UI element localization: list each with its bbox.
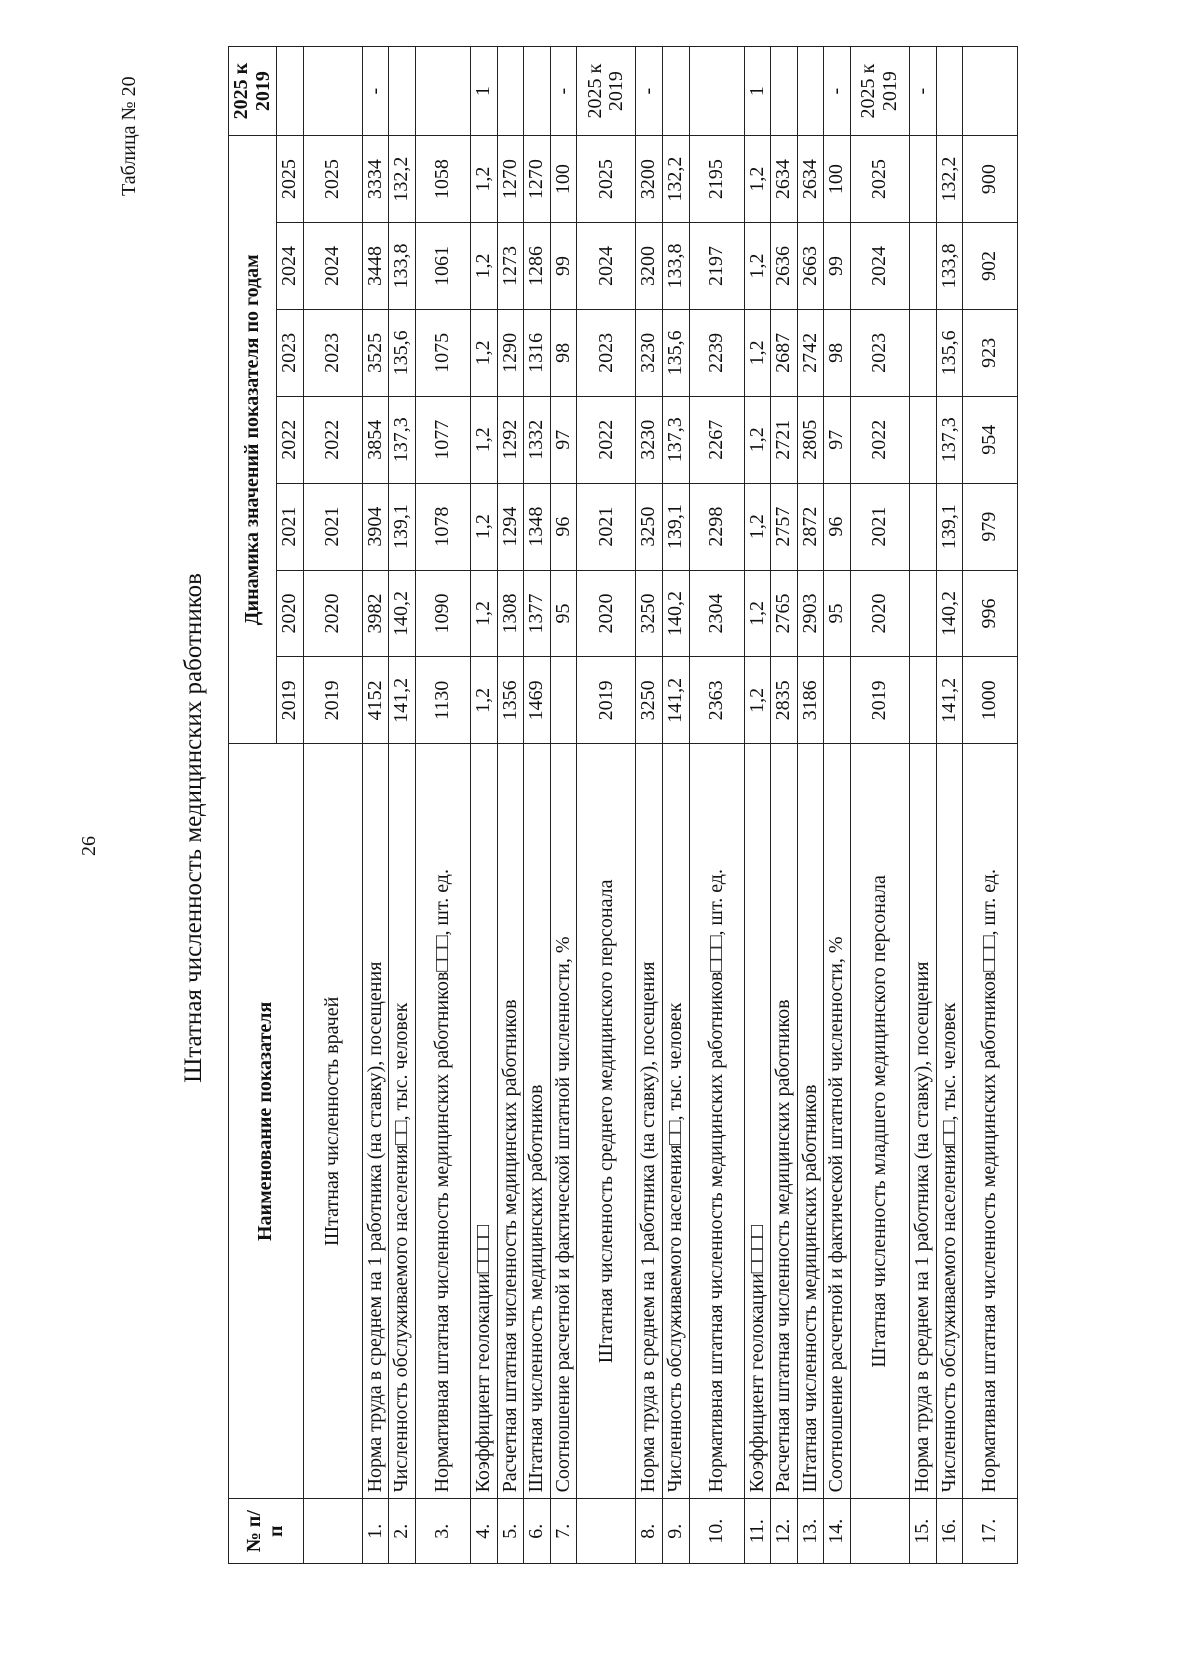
value-cell: 1290 [497, 309, 524, 396]
indicator-name: Норма труда в среднем на 1 работника (на ставку), посещения [636, 744, 663, 1499]
value-cell [909, 223, 936, 310]
value-cell: 2197 [689, 223, 744, 310]
page-number: 26 [78, 836, 100, 856]
value-cell: 137,3 [662, 396, 689, 483]
value-cell: 900 [963, 136, 1018, 223]
value-cell: 1090 [415, 570, 470, 657]
header-row-1 [229, 47, 277, 1564]
header-year: 2022 [277, 396, 304, 483]
header-num: № п/п [229, 1499, 304, 1564]
value-cell: 3904 [362, 483, 389, 570]
indicator-name: Расчетная штатная численность медицинских работников [771, 744, 798, 1499]
value-cell: 923 [963, 309, 1018, 396]
value-cell: 3448 [362, 223, 389, 310]
value-cell: 1348 [524, 483, 551, 570]
indicator-name: Штатная численность медицинских работников [524, 744, 551, 1499]
row-number: 9. [662, 1499, 689, 1564]
row-number: 16. [936, 1499, 963, 1564]
table-row [771, 47, 798, 1564]
table-number: Таблица № 20 [118, 76, 140, 196]
value-cell: 1130 [415, 657, 470, 744]
table-row [662, 47, 689, 1564]
section-row [303, 47, 362, 1564]
value-cell: 2687 [771, 309, 798, 396]
value-cell: 3250 [636, 570, 663, 657]
value-cell [550, 657, 577, 744]
ratio-cell [524, 47, 551, 136]
value-cell: 135,6 [389, 309, 416, 396]
value-cell: 141,2 [662, 657, 689, 744]
value-cell: 1,2 [744, 657, 771, 744]
row-number: 12. [771, 1499, 798, 1564]
ratio-cell: 2025 к 2019 [577, 47, 636, 136]
value-cell: 1,2 [470, 483, 497, 570]
value-cell: 2267 [689, 396, 744, 483]
ratio-cell: - [824, 47, 851, 136]
value-cell: 139,1 [662, 483, 689, 570]
section-year: 2025 [850, 136, 909, 223]
value-cell: 1,2 [470, 570, 497, 657]
value-cell: 140,2 [936, 570, 963, 657]
value-cell: 135,6 [936, 309, 963, 396]
value-cell: 996 [963, 570, 1018, 657]
section-year: 2021 [577, 483, 636, 570]
ratio-cell: 1 [470, 47, 497, 136]
value-cell [909, 136, 936, 223]
value-cell: 2298 [689, 483, 744, 570]
value-cell: 1316 [524, 309, 551, 396]
indicator-name: Соотношение расчетной и фактической штатной численности, % [824, 744, 851, 1499]
header-year: 2024 [277, 223, 304, 310]
value-cell: 1,2 [470, 223, 497, 310]
value-cell [909, 657, 936, 744]
indicator-name: Нормативная штатная численность медицинских работников□□□, шт. ед. [689, 744, 744, 1499]
value-cell: 97 [824, 396, 851, 483]
section-year: 2024 [577, 223, 636, 310]
value-cell: 2636 [771, 223, 798, 310]
indicator-name: Коэффициент геолокации□□□□ [470, 744, 497, 1499]
value-cell: 1,2 [744, 223, 771, 310]
value-cell: 3525 [362, 309, 389, 396]
value-cell: 3230 [636, 396, 663, 483]
section-year: 2025 [577, 136, 636, 223]
section-year: 2019 [850, 657, 909, 744]
value-cell: 2903 [797, 570, 824, 657]
value-cell: 140,2 [389, 570, 416, 657]
value-cell: 3854 [362, 396, 389, 483]
ratio-cell [415, 47, 470, 136]
row-number: 6. [524, 1499, 551, 1564]
table-body [303, 47, 1017, 1564]
header-year: 2021 [277, 483, 304, 570]
row-number: 10. [689, 1499, 744, 1564]
value-cell: 1058 [415, 136, 470, 223]
value-cell: 3982 [362, 570, 389, 657]
value-cell: 3250 [636, 483, 663, 570]
row-number: 3. [415, 1499, 470, 1564]
table-row [550, 47, 577, 1564]
value-cell [909, 396, 936, 483]
value-cell: 2757 [771, 483, 798, 570]
section-row [850, 47, 909, 1564]
table-row [415, 47, 470, 1564]
ratio-cell: - [550, 47, 577, 136]
section-year: 2022 [303, 396, 362, 483]
section-year: 2024 [850, 223, 909, 310]
ratio-cell [303, 47, 362, 136]
value-cell: 1292 [497, 396, 524, 483]
section-year: 2019 [577, 657, 636, 744]
row-number: 17. [963, 1499, 1018, 1564]
value-cell: 902 [963, 223, 1018, 310]
value-cell: 132,2 [389, 136, 416, 223]
value-cell: 1469 [524, 657, 551, 744]
row-number: 7. [550, 1499, 577, 1564]
ratio-cell [497, 47, 524, 136]
value-cell: 137,3 [936, 396, 963, 483]
indicator-name: Численность обслуживаемого населения□□, тыс. человек [662, 744, 689, 1499]
value-cell: 1,2 [744, 136, 771, 223]
value-cell: 1377 [524, 570, 551, 657]
value-cell: 133,8 [936, 223, 963, 310]
header-ratio: 2025 к 2019 [229, 47, 277, 136]
value-cell: 2742 [797, 309, 824, 396]
row-number: 11. [744, 1499, 771, 1564]
ratio-cell [797, 47, 824, 136]
indicator-name: Расчетная штатная численность медицинских работников [497, 744, 524, 1499]
table-row [936, 47, 963, 1564]
value-cell [824, 657, 851, 744]
value-cell: 97 [550, 396, 577, 483]
value-cell: 1273 [497, 223, 524, 310]
value-cell: 1,2 [744, 396, 771, 483]
header-year: 2025 [277, 136, 304, 223]
row-number: 1. [362, 1499, 389, 1564]
indicator-name: Коэффициент геолокации□□□□ [744, 744, 771, 1499]
section-year: 2019 [303, 657, 362, 744]
table-row [497, 47, 524, 1564]
row-number: 2. [389, 1499, 416, 1564]
ratio-cell [662, 47, 689, 136]
value-cell: 132,2 [662, 136, 689, 223]
value-cell: 133,8 [389, 223, 416, 310]
row-number [850, 1499, 909, 1564]
value-cell: 2363 [689, 657, 744, 744]
section-year: 2020 [577, 570, 636, 657]
section-year: 2020 [303, 570, 362, 657]
section-year: 2021 [850, 483, 909, 570]
value-cell: 1286 [524, 223, 551, 310]
ratio-cell [689, 47, 744, 136]
section-year: 2025 [303, 136, 362, 223]
table-row [963, 47, 1018, 1564]
value-cell: 2805 [797, 396, 824, 483]
value-cell: 2195 [689, 136, 744, 223]
ratio-cell [771, 47, 798, 136]
value-cell: 140,2 [662, 570, 689, 657]
value-cell: 1000 [963, 657, 1018, 744]
section-year: 2023 [850, 309, 909, 396]
indicator-name: Нормативная штатная численность медицинских работников□□□, шт. ед. [415, 744, 470, 1499]
indicator-name: Штатная численность медицинских работников [797, 744, 824, 1499]
value-cell: 139,1 [389, 483, 416, 570]
indicator-name: Соотношение расчетной и фактической штатной численности, % [550, 744, 577, 1499]
value-cell: 133,8 [662, 223, 689, 310]
value-cell: 3200 [636, 136, 663, 223]
row-number: 13. [797, 1499, 824, 1564]
value-cell [909, 483, 936, 570]
indicator-name: Численность обслуживаемого населения□□, тыс. человек [389, 744, 416, 1499]
section-year: 2023 [303, 309, 362, 396]
value-cell: 1,2 [470, 657, 497, 744]
value-cell: 3186 [797, 657, 824, 744]
ratio-cell: 1 [744, 47, 771, 136]
header-year: 2020 [277, 570, 304, 657]
value-cell: 1,2 [470, 309, 497, 396]
table-row [744, 47, 771, 1564]
value-cell: 98 [824, 309, 851, 396]
value-cell: 1308 [497, 570, 524, 657]
value-cell: 979 [963, 483, 1018, 570]
value-cell: 2634 [771, 136, 798, 223]
value-cell: 1078 [415, 483, 470, 570]
section-year: 2020 [850, 570, 909, 657]
value-cell: 1061 [415, 223, 470, 310]
indicator-name: Численность обслуживаемого населения□□, тыс. человек [936, 744, 963, 1499]
staffing-table [228, 46, 1018, 1564]
value-cell: 100 [824, 136, 851, 223]
value-cell: 3334 [362, 136, 389, 223]
section-year: 2021 [303, 483, 362, 570]
header-year: 2023 [277, 309, 304, 396]
value-cell: 2304 [689, 570, 744, 657]
ratio-cell: 2025 к 2019 [850, 47, 909, 136]
table-row [636, 47, 663, 1564]
value-cell: 4152 [362, 657, 389, 744]
section-title: Штатная численность среднего медицинского персонала [577, 744, 636, 1499]
header-ratio-empty [277, 47, 304, 136]
table-row [470, 47, 497, 1564]
row-number: 15. [909, 1499, 936, 1564]
indicator-name: Норма труда в среднем на 1 работника (на ставку), посещения [362, 744, 389, 1499]
section-title: Штатная численность младшего медицинского персонала [850, 744, 909, 1499]
section-title: Штатная численность врачей [303, 744, 362, 1499]
value-cell: 2239 [689, 309, 744, 396]
row-number [577, 1499, 636, 1564]
value-cell: 95 [824, 570, 851, 657]
ratio-cell [389, 47, 416, 136]
value-cell: 1075 [415, 309, 470, 396]
value-cell [909, 309, 936, 396]
section-row [577, 47, 636, 1564]
value-cell: 3250 [636, 657, 663, 744]
value-cell: 95 [550, 570, 577, 657]
value-cell: 132,2 [936, 136, 963, 223]
value-cell: 1332 [524, 396, 551, 483]
value-cell: 1,2 [470, 136, 497, 223]
value-cell: 96 [550, 483, 577, 570]
value-cell: 1,2 [744, 483, 771, 570]
row-number: 4. [470, 1499, 497, 1564]
value-cell: 3200 [636, 223, 663, 310]
header-name: Наименование показателя [229, 744, 304, 1499]
table-row [909, 47, 936, 1564]
value-cell: 1,2 [470, 396, 497, 483]
header-dynamics: Динамика значений показателя по годам [229, 136, 277, 744]
value-cell: 1,2 [744, 570, 771, 657]
value-cell: 1270 [497, 136, 524, 223]
value-cell: 100 [550, 136, 577, 223]
row-number: 5. [497, 1499, 524, 1564]
table-row [389, 47, 416, 1564]
value-cell: 135,6 [662, 309, 689, 396]
section-year: 2022 [850, 396, 909, 483]
value-cell: 1077 [415, 396, 470, 483]
ratio-cell: - [636, 47, 663, 136]
value-cell: 3230 [636, 309, 663, 396]
table-row [362, 47, 389, 1564]
value-cell: 2835 [771, 657, 798, 744]
row-number: 8. [636, 1499, 663, 1564]
header-year: 2019 [277, 657, 304, 744]
value-cell: 1270 [524, 136, 551, 223]
value-cell: 99 [550, 223, 577, 310]
row-number [303, 1499, 362, 1564]
ratio-cell: - [362, 47, 389, 136]
value-cell: 139,1 [936, 483, 963, 570]
value-cell: 2721 [771, 396, 798, 483]
value-cell: 137,3 [389, 396, 416, 483]
ratio-cell [936, 47, 963, 136]
value-cell [909, 570, 936, 657]
value-cell: 141,2 [389, 657, 416, 744]
table-row [824, 47, 851, 1564]
ratio-cell [963, 47, 1018, 136]
value-cell: 1,2 [744, 309, 771, 396]
table-title: Штатная численность медицинских работников [180, 573, 207, 1083]
value-cell: 2634 [797, 136, 824, 223]
section-year: 2023 [577, 309, 636, 396]
section-year: 2024 [303, 223, 362, 310]
value-cell: 98 [550, 309, 577, 396]
value-cell: 2765 [771, 570, 798, 657]
value-cell: 954 [963, 396, 1018, 483]
value-cell: 1356 [497, 657, 524, 744]
value-cell: 141,2 [936, 657, 963, 744]
section-year: 2022 [577, 396, 636, 483]
value-cell: 1294 [497, 483, 524, 570]
indicator-name: Норма труда в среднем на 1 работника (на ставку), посещения [909, 744, 936, 1499]
ratio-cell: - [909, 47, 936, 136]
row-number: 14. [824, 1499, 851, 1564]
value-cell: 2872 [797, 483, 824, 570]
value-cell: 96 [824, 483, 851, 570]
table-row [689, 47, 744, 1564]
value-cell: 2663 [797, 223, 824, 310]
value-cell: 99 [824, 223, 851, 310]
table-row [524, 47, 551, 1564]
indicator-name: Нормативная штатная численность медицинских работников□□□, шт. ед. [963, 744, 1018, 1499]
table-row [797, 47, 824, 1564]
